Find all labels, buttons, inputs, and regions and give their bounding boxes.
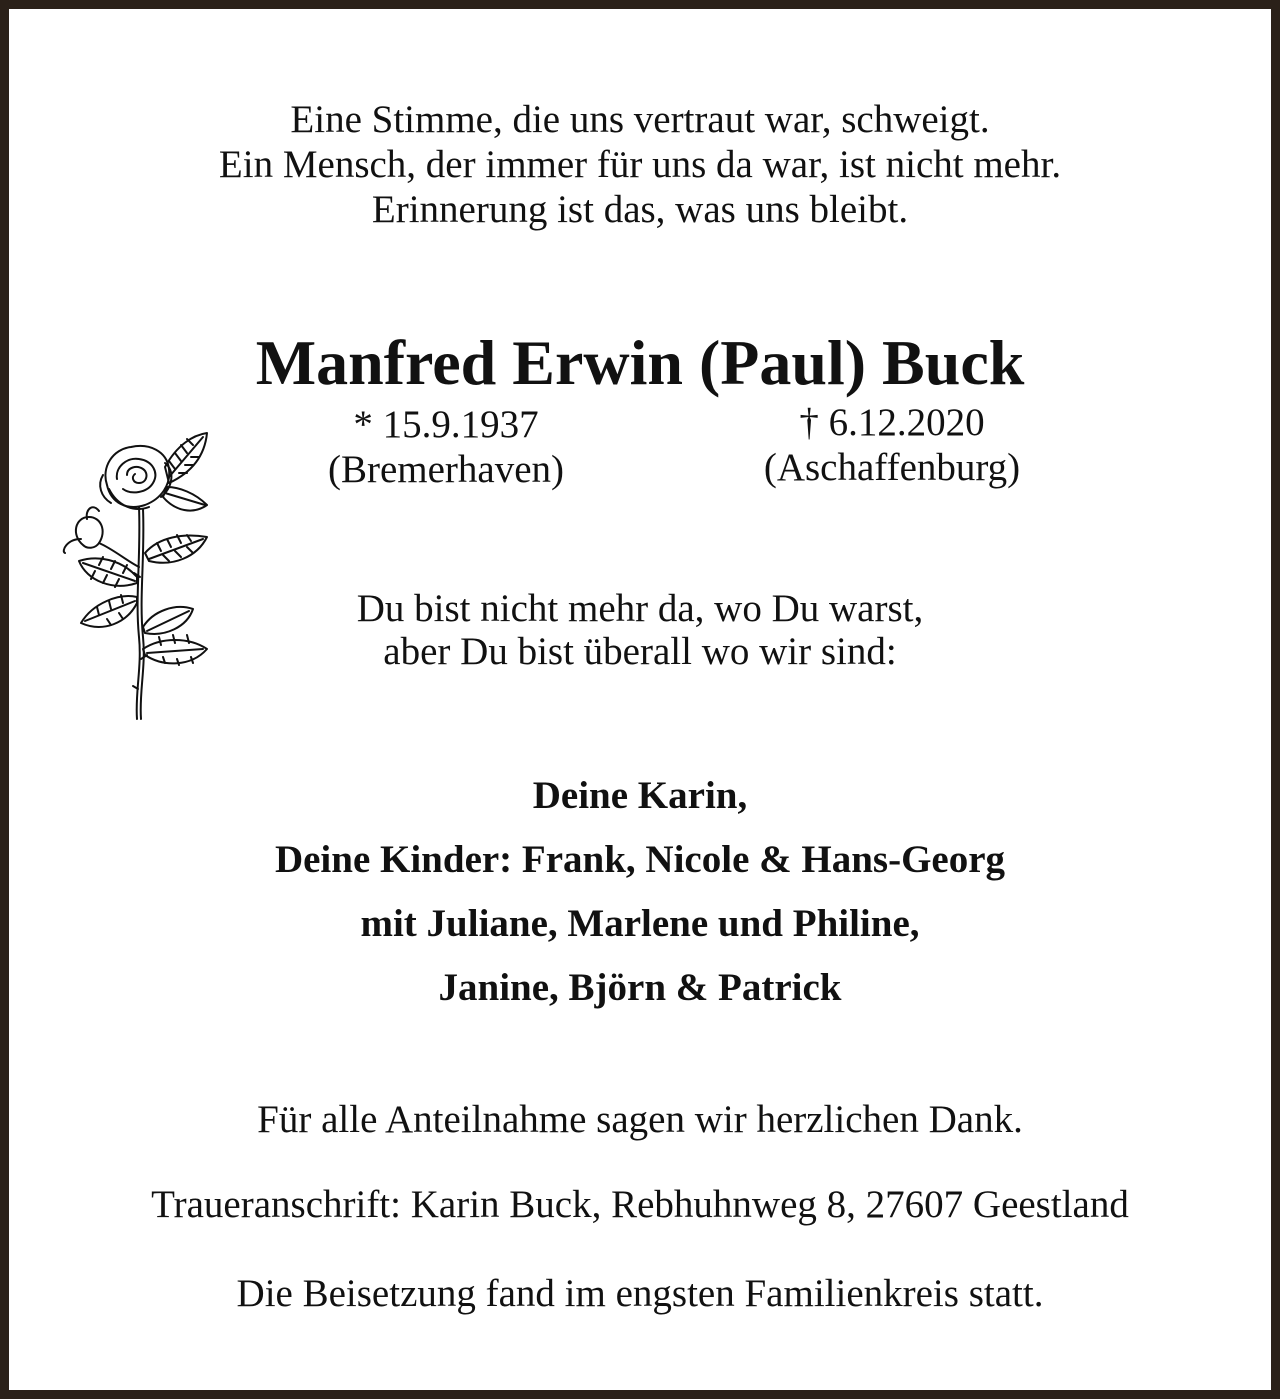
birth-info — [231, 402, 661, 492]
family-line-3: mit Juliane, Marlene und Philine, — [360, 902, 920, 945]
death-date: † 6.12.2020 — [799, 401, 985, 444]
family-line-1: Deine Karin, — [532, 774, 748, 817]
quote-line-2: aber Du bist überall wo wir sind: — [383, 630, 897, 673]
opening-poem — [9, 97, 1271, 232]
family-line-2: Deine Kinder: Frank, Nicole & Hans-Georg — [274, 838, 1006, 881]
poem-line-2: Ein Mensch, der immer für uns da war, ist nicht mehr. — [218, 143, 1062, 186]
family-line-4: Janine, Björn & Patrick — [438, 966, 842, 1009]
quote-line-1: Du bist nicht mehr da, wo Du warst, — [356, 587, 924, 630]
death-place: (Aschaffenburg) — [763, 446, 1021, 489]
birth-date: * 15.9.1937 — [353, 403, 539, 446]
poem-line-1: Eine Stimme, die uns vertraut war, schweigt. — [290, 98, 990, 141]
death-info — [677, 400, 1107, 490]
mourning-address: Traueranschrift: Karin Buck, Rebhuhnweg 8, 27607 Geestland — [151, 1183, 1129, 1226]
poem-line-3: Erinnerung ist das, was uns bleibt. — [371, 188, 909, 231]
rose-illustration-icon — [57, 427, 217, 727]
burial-notice: Die Beisetzung fand im engsten Familienkreis statt. — [236, 1272, 1044, 1315]
deceased-name: Manfred Erwin (Paul) Buck — [255, 327, 1025, 398]
thanks-text: Für alle Anteilnahme sagen wir herzlichen Dank. — [257, 1098, 1023, 1141]
memorial-quote — [9, 587, 1271, 673]
birth-place: (Bremerhaven) — [327, 448, 565, 491]
family-signatures — [9, 764, 1271, 1020]
